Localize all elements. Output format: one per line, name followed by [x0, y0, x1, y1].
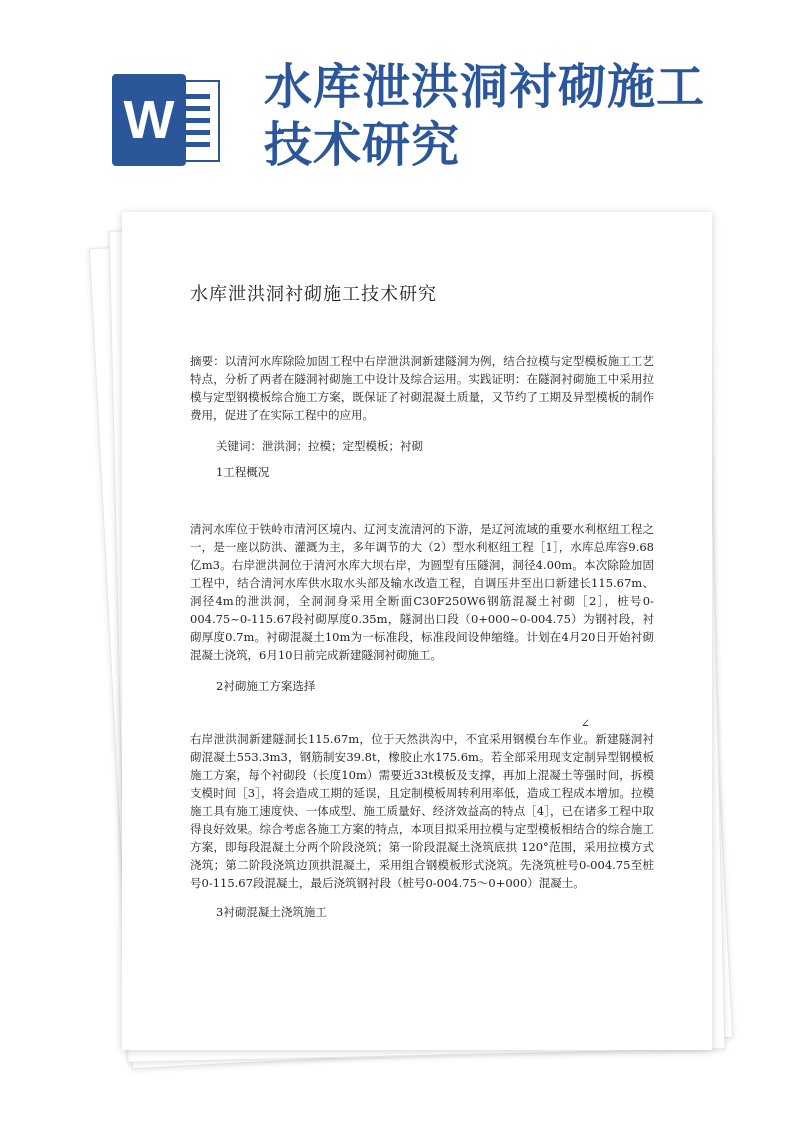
word-logo-badge: W: [112, 74, 186, 166]
paragraph-overview: 清河水库位于铁岭市清河区境内、辽河支流清河的下游，是辽河流域的重要水利枢纽工程之一，是一座以防洪、灌溉为主，多年调节的大（2）型水利枢纽工程［1］，水库总库容9.68亿m3。右岸泄洪洞位于清河水库大坝右岸，为圆型有压隧洞，洞径4.00m。本次除险加固工程中，结合清河水库供水取水头部及输水改造工程，自调压井至出口新建长115.67m、洞径4m的泄洪洞，全洞洞身采用全断面C30F250W6钢筋混凝土衬砌［2］，桩号0-004.75~0-115.67段衬砌厚度0.35m，隧洞出口段（0+000~0-004.75）为钢衬段，衬砌厚度0.7m。衬砌混凝土10m为一标准段，标准段间设伸缩缝。计划在4月20日开始衬砌混凝土浇筑，6月10日前完成新建隧洞衬砌施工。: [190, 522, 654, 662]
section-heading-3: 3衬砌混凝土浇筑施工: [216, 905, 327, 919]
section-heading-1: 1工程概况: [216, 465, 270, 479]
paragraph-scheme: 右岸泄洪洞新建隧洞长115.67m，位于天然洪沟中，不宜采用钢模台车作业。新建隧洞衬砌混凝土553.3m3，钢筋制安39.8t，橡胶止水175.6m。若全部采用现支定制异型钢模板施工方案，每个衬砌段（长度10m）需要近33t模板及支撑，再加上混凝土等强时间，拆模支模时间［3］，将会造成工期的延误，且定制模板周转利用率低，造成工程成本增加。拉模施工具有施工速度快、一体成型、施工质量好、经济效益高的特点［4］，已在诸多工程中取得良好效果。综合考虑各施工方案的特点，本项目拟采用拉模与定型模板相结合的综合施工方案，即每段混凝土分两个阶段浇筑；第一阶段混凝土浇筑底拱 120°范围，采用拉模方式浇筑；第二阶段浇筑边顶拱混凝土，采用组合钢模板形式浇筑。先浇筑桩号0-004.75至桩号0-115.67段混凝土，最后浇筑钢衬段（桩号0-004.75～0+000）混凝土。: [190, 732, 654, 890]
angle-marker: ∠: [580, 717, 590, 730]
header: [0, 0, 800, 200]
document-title: 水库泄洪洞衬砌施工技术研究: [190, 284, 437, 305]
document-page: [122, 212, 712, 1050]
keywords: 关键词：泄洪洞；拉模；定型模板；衬砌: [216, 439, 423, 453]
section-heading-2: 2衬砌施工方案选择: [216, 679, 316, 693]
abstract: 摘要：以清河水库除险加固工程中右岸泄洪洞新建隧洞为例，结合拉模与定型模板施工工艺特点，分析了两者在隧洞衬砌施工中设计及综合运用。实践证明：在隧洞衬砌施工中采用拉模与定型钢模板综合施工方案，既保证了衬砌混凝土质量，又节约了工期及异型模板的制作费用，促进了在实际工程中的应用。: [190, 354, 654, 422]
page-title: 水库泄洪洞衬砌施工技术研究: [264, 59, 706, 173]
